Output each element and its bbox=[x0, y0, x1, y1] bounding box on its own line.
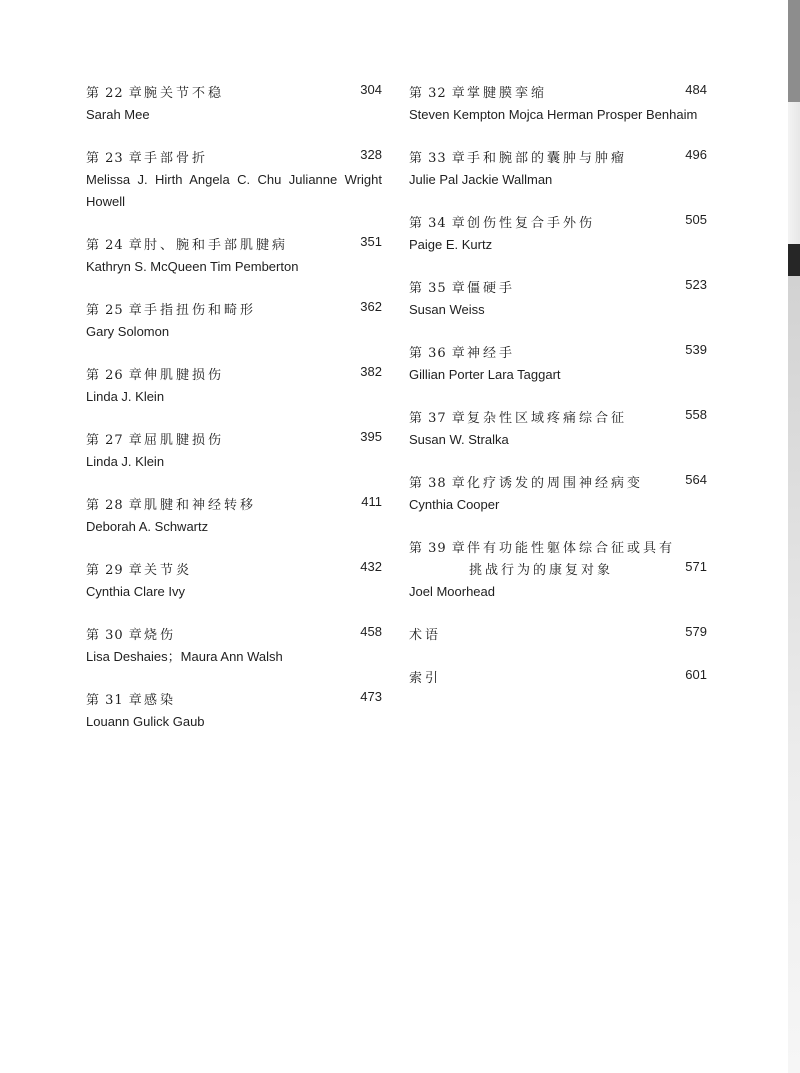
toc-entry-ch28[interactable] bbox=[86, 494, 382, 538]
chapter-title: 复杂性区域疼痛综合征 bbox=[467, 411, 628, 426]
chapter-authors: Julie Pal Jackie Wallman bbox=[409, 172, 553, 187]
toc-entry-ch35[interactable] bbox=[409, 277, 707, 321]
toc-entry-ch25[interactable] bbox=[86, 299, 382, 343]
chapter-title: 掌腱膜挛缩 bbox=[467, 86, 548, 101]
chapter-number: 第 27 章 bbox=[86, 433, 143, 448]
chapter-authors: Lisa Deshaies；Maura Ann Walsh bbox=[86, 649, 283, 664]
page-number: 458 bbox=[360, 624, 382, 639]
chapter-authors: Linda J. Klein bbox=[86, 454, 165, 469]
chapter-title: 伴有功能性躯体综合征或具有 bbox=[467, 541, 676, 556]
toc-entry-ch37[interactable] bbox=[409, 407, 707, 451]
toc-entry-ch33[interactable] bbox=[409, 147, 707, 191]
chapter-number: 第 30 章 bbox=[86, 628, 143, 643]
chapter-title: 手部骨折 bbox=[144, 151, 209, 166]
toc-entry-ch34[interactable] bbox=[409, 212, 707, 256]
chapter-title: 创伤性复合手外伤 bbox=[467, 216, 596, 231]
chapter-title: 僵硬手 bbox=[467, 281, 516, 296]
chapter-title: 手和腕部的囊肿与肿瘤 bbox=[467, 151, 628, 166]
chapter-number: 第 33 章 bbox=[409, 151, 466, 166]
chapter-number: 第 22 章 bbox=[86, 86, 143, 101]
chapter-number: 第 26 章 bbox=[86, 368, 143, 383]
chapter-number: 第 28 章 bbox=[86, 498, 143, 513]
chapter-authors: Steven Kempton Mojca Herman Prosper Benhaim bbox=[409, 107, 698, 122]
chapter-number: 第 24 章 bbox=[86, 238, 143, 253]
chapter-authors: Linda J. Klein bbox=[86, 389, 165, 404]
chapter-number: 第 36 章 bbox=[409, 346, 466, 361]
page-number: 362 bbox=[360, 299, 382, 314]
chapter-authors: Susan W. Stralka bbox=[409, 432, 509, 447]
page-number: 571 bbox=[685, 559, 707, 574]
toc-entry-ch22[interactable] bbox=[86, 82, 382, 126]
chapter-authors: Louann Gulick Gaub bbox=[86, 714, 205, 729]
toc-entry-ch24[interactable] bbox=[86, 234, 382, 278]
chapter-number: 第 37 章 bbox=[409, 411, 466, 426]
chapter-title: 手指扭伤和畸形 bbox=[144, 303, 257, 318]
chapter-authors: Paige E. Kurtz bbox=[409, 237, 493, 252]
page-number: 558 bbox=[685, 407, 707, 422]
chapter-title: 伸肌腱损伤 bbox=[144, 368, 225, 383]
chapter-authors: Sarah Mee bbox=[86, 107, 150, 122]
scrollbar-shading bbox=[788, 276, 800, 1073]
page-number: 579 bbox=[685, 624, 707, 639]
toc-entry-index[interactable] bbox=[409, 667, 707, 689]
toc-entry-ch23[interactable] bbox=[86, 147, 382, 213]
chapter-number: 第 38 章 bbox=[409, 476, 466, 491]
toc-entry-ch32[interactable] bbox=[409, 82, 707, 126]
page-number: 411 bbox=[361, 494, 382, 509]
chapter-authors: Deborah A. Schwartz bbox=[86, 519, 209, 534]
toc-entry-ch36[interactable] bbox=[409, 342, 707, 386]
scrollbar-thumb[interactable] bbox=[788, 0, 800, 102]
chapter-authors: Cynthia Cooper bbox=[409, 497, 500, 512]
page-number: 496 bbox=[685, 147, 707, 162]
chapter-title: 腕关节不稳 bbox=[144, 86, 225, 101]
chapter-authors: Susan Weiss bbox=[409, 302, 485, 317]
chapter-title: 神经手 bbox=[467, 346, 516, 361]
page-number: 564 bbox=[685, 472, 707, 487]
page-number: 395 bbox=[360, 429, 382, 444]
chapter-title: 化疗诱发的周围神经病变 bbox=[467, 476, 644, 491]
page-number: 601 bbox=[685, 667, 707, 682]
chapter-number: 第 32 章 bbox=[409, 86, 466, 101]
chapter-title-continued: 挑战行为的康复对象 bbox=[469, 563, 614, 578]
page-number: 382 bbox=[360, 364, 382, 379]
chapter-number: 第 35 章 bbox=[409, 281, 466, 296]
chapter-number: 第 31 章 bbox=[86, 693, 143, 708]
page-number: 432 bbox=[360, 559, 382, 574]
page-number: 484 bbox=[685, 82, 707, 97]
page-number: 539 bbox=[685, 342, 707, 357]
chapter-number: 第 34 章 bbox=[409, 216, 466, 231]
chapter-authors: Cynthia Clare Ivy bbox=[86, 584, 185, 599]
chapter-number: 第 29 章 bbox=[86, 563, 143, 578]
toc-entry-glossary[interactable] bbox=[409, 624, 707, 646]
chapter-title: 屈肌腱损伤 bbox=[144, 433, 225, 448]
chapter-authors: Kathryn S. McQueen Tim Pemberton bbox=[86, 259, 299, 274]
chapter-authors: Melissa J. Hirth Angela C. Chu Julianne Wright Howell bbox=[86, 172, 382, 209]
chapter-title: 感染 bbox=[144, 693, 177, 708]
page-number: 473 bbox=[360, 689, 382, 704]
toc-entry-ch29[interactable] bbox=[86, 559, 382, 603]
glossary-title: 术语 bbox=[409, 628, 442, 643]
scrollbar-position-marker bbox=[788, 244, 800, 276]
index-title: 索引 bbox=[409, 671, 442, 686]
chapter-authors: Joel Moorhead bbox=[409, 584, 495, 599]
toc-entry-ch27[interactable] bbox=[86, 429, 382, 473]
page-number: 304 bbox=[360, 82, 382, 97]
toc-entry-ch26[interactable] bbox=[86, 364, 382, 408]
page-number: 351 bbox=[360, 234, 382, 249]
chapter-number: 第 39 章 bbox=[409, 541, 466, 556]
toc-entry-ch31[interactable] bbox=[86, 689, 382, 733]
chapter-authors: Gary Solomon bbox=[86, 324, 170, 339]
chapter-number: 第 23 章 bbox=[86, 151, 143, 166]
toc-entry-ch30[interactable] bbox=[86, 624, 382, 668]
page-number: 523 bbox=[685, 277, 707, 292]
page-number: 505 bbox=[685, 212, 707, 227]
chapter-title: 肌腱和神经转移 bbox=[144, 498, 257, 513]
chapter-number: 第 25 章 bbox=[86, 303, 143, 318]
toc-entry-ch38[interactable] bbox=[409, 472, 707, 516]
chapter-title: 关节炎 bbox=[144, 563, 193, 578]
chapter-title: 肘、腕和手部肌腱病 bbox=[144, 238, 289, 253]
chapter-title: 烧伤 bbox=[144, 628, 177, 643]
chapter-authors: Gillian Porter Lara Taggart bbox=[409, 367, 561, 382]
page-number: 328 bbox=[360, 147, 382, 162]
toc-entry-ch39[interactable] bbox=[409, 537, 707, 603]
